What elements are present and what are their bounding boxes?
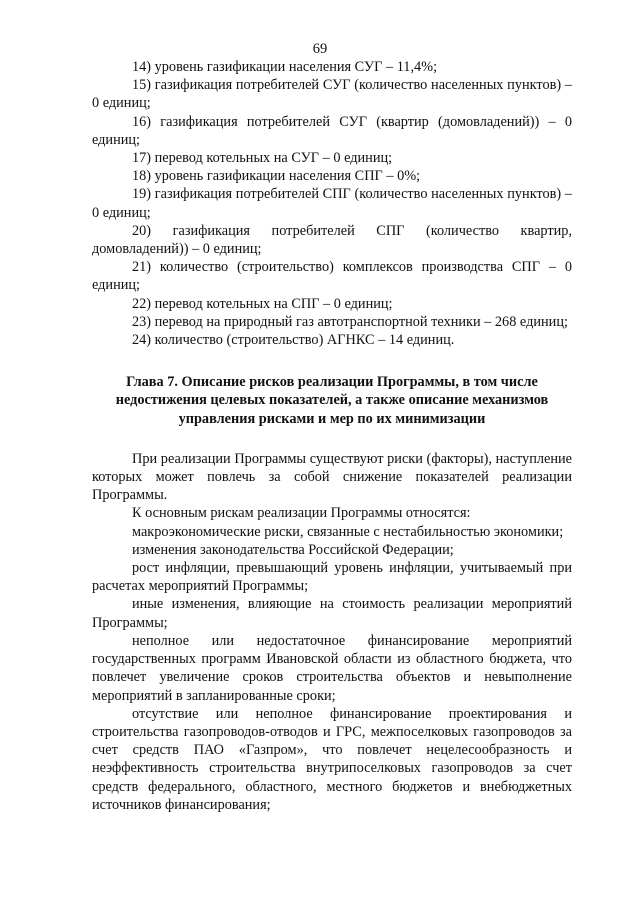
targets-list bbox=[92, 58, 572, 349]
risk-item: неполное или недостаточное финансирование мероприятий государственных программ Ивановской области из областного бюджета, что повлечет увеличение сроков строительства объектов и невыполнение мероприятий в запланированные сроки; bbox=[92, 632, 572, 704]
risk-item: изменения законодательства Российской Федерации; bbox=[132, 541, 454, 558]
page-content bbox=[92, 58, 572, 814]
chapter-heading-line: управления рисками и мер по их минимизации bbox=[178, 410, 486, 427]
page-number: 69 bbox=[312, 41, 328, 57]
target-item: 14) уровень газификации населения СУГ – 11,4%; bbox=[132, 59, 438, 75]
target-item: 24) количество (строительство) АГНКС – 14 единиц. bbox=[132, 332, 455, 349]
body-paragraph: При реализации Программы существуют риски (факторы), наступление которых может повлечь за собой снижение показателей реализации Программы. bbox=[92, 450, 572, 504]
target-item: 21) количество (строительство) комплексов производства СПГ – 0 единиц; bbox=[92, 259, 572, 294]
target-item: 15) газификация потребителей СУГ (количество населенных пунктов) – 0 единиц; bbox=[92, 77, 572, 112]
risk-item: макроэкономические риски, связанные с нестабильностью экономики; bbox=[132, 523, 564, 540]
body-paragraph: К основным рискам реализации Программы относятся: bbox=[132, 505, 471, 522]
risk-item: рост инфляции, превышающий уровень инфляции, учитываемый при расчетах мероприятий Программы; bbox=[92, 560, 572, 595]
target-item: 23) перевод на природный газ автотранспортной техники – 268 единиц; bbox=[132, 313, 568, 330]
target-item: 17) перевод котельных на СУГ – 0 единиц; bbox=[132, 150, 393, 167]
target-item: 16) газификация потребителей СУГ (квартир (домовладений)) – 0 единиц; bbox=[92, 113, 572, 148]
risk-item: отсутствие или неполное финансирование проектирования и строительства газопроводов-отводов и ГРС, межпоселковых газопроводов за счет средств ПАО «Газпром», что повлечет нецелесообразность и неэффективность строительства внутрипоселковых газопроводов за счет средств федерального, областного, местного бюджетов и внебюджетных источников финансирования; bbox=[92, 705, 572, 813]
chapter-heading-line: недостижения целевых показателей, а также описание механизмов bbox=[115, 392, 549, 409]
chapter-heading bbox=[92, 373, 572, 428]
target-item: 19) газификация потребителей СПГ (количество населенных пунктов) – 0 единиц; bbox=[92, 186, 572, 221]
chapter-heading-line: Глава 7. Описание рисков реализации Программы, в том числе bbox=[126, 374, 538, 391]
risk-item: иные изменения, влияющие на стоимость реализации мероприятий Программы; bbox=[92, 596, 572, 631]
target-item: 20) газификация потребителей СПГ (количество квартир, домовладений)) – 0 единиц; bbox=[92, 222, 572, 258]
target-item: 22) перевод котельных на СПГ – 0 единиц; bbox=[132, 295, 393, 312]
target-item: 18) уровень газификации населения СПГ – 0%; bbox=[132, 168, 421, 185]
chapter-body bbox=[92, 450, 572, 814]
